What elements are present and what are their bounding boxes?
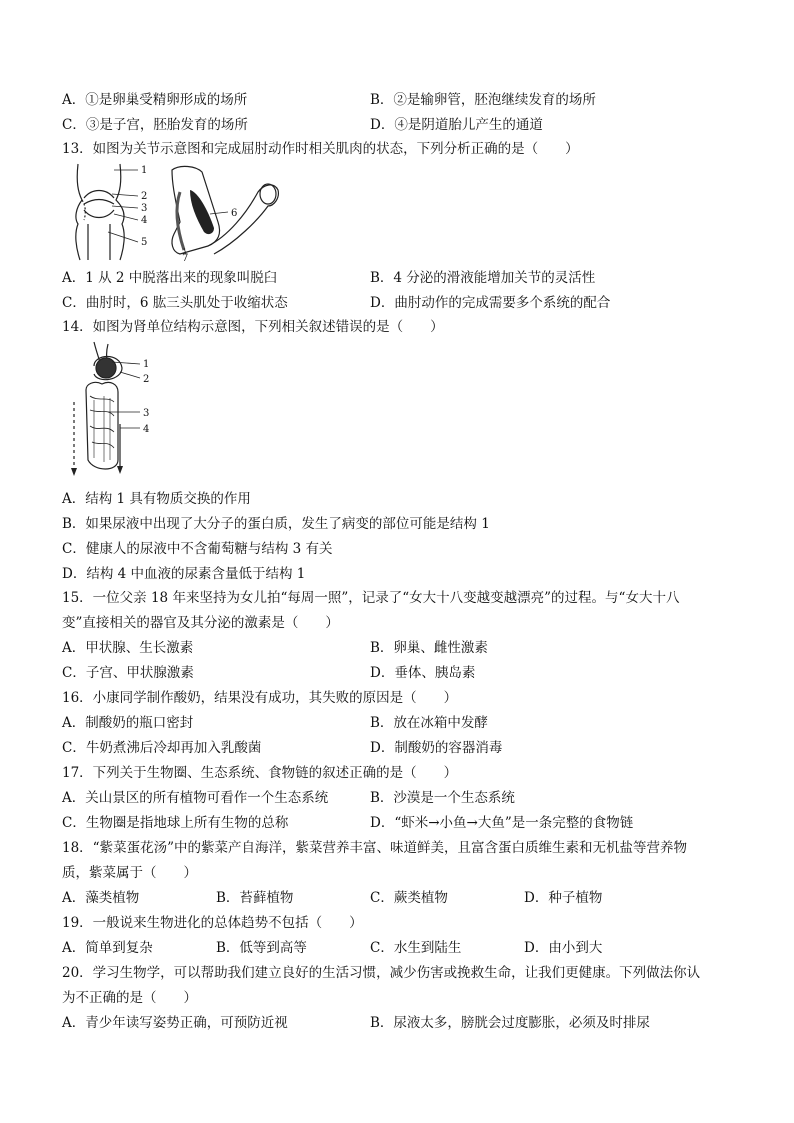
q13-label-7: 7 (182, 253, 189, 262)
q15-stem-line2: 变”直接相关的器官及其分泌的激素是（ ） (62, 615, 339, 631)
q14-option-a: A．结构 1 具有物质交换的作用 (62, 491, 251, 507)
nephron-diagram (64, 340, 164, 482)
q20-option-a: A．青少年读写姿势正确，可预防近视 (62, 1015, 288, 1031)
q14-label-4: 4 (143, 424, 150, 435)
q18-option-a: A．藻类植物 (62, 890, 140, 906)
q13-label-4: 4 (141, 215, 148, 226)
q19-option-a: A．简单到复杂 (62, 940, 153, 956)
q17-option-d: D．“虾米→小鱼→大鱼”是一条完整的食物链 (370, 815, 634, 831)
q18-option-c: C．蕨类植物 (370, 890, 448, 906)
q13-label-3: 3 (141, 203, 148, 214)
q13-option-d: D．曲肘动作的完成需要多个系统的配合 (370, 295, 611, 311)
q19-option-c: C．水生到陆生 (370, 940, 462, 956)
q12-option-c: C．③是子宫，胚胎发育的场所 (62, 117, 248, 133)
q16-option-a: A．制酸奶的瓶口密封 (62, 715, 194, 731)
q16-option-b: B．放在冰箱中发酵 (370, 715, 488, 731)
q18-option-b: B．苔藓植物 (216, 890, 294, 906)
q13-stem: 13．如图为关节示意图和完成屈肘动作时相关肌肉的状态，下列分析正确的是（ ） (62, 141, 579, 157)
q14-label-3: 3 (143, 408, 150, 419)
q14-option-d: D．结构 4 中血液的尿素含量低于结构 1 (62, 566, 306, 582)
q13-figure-joint-arm (68, 162, 298, 262)
q14-label-2: 2 (143, 374, 150, 385)
q17-option-c: C．生物圈是指地球上所有生物的总称 (62, 815, 289, 831)
q13-label-1: 1 (141, 165, 148, 176)
q13-label-5: 5 (141, 237, 148, 248)
q12-option-a: A．①是卵巢受精卵形成的场所 (62, 92, 248, 108)
q13-label-6: 6 (231, 208, 238, 219)
q13-option-c: C．曲肘时，6 肱三头肌处于收缩状态 (62, 295, 288, 311)
q18-option-d: D．种子植物 (524, 890, 603, 906)
q14-stem: 14．如图为肾单位结构示意图，下列相关叙述错误的是（ ） (62, 319, 444, 335)
q15-option-c: C．子宫、甲状腺激素 (62, 665, 194, 681)
joint-and-arm-diagram (68, 162, 298, 262)
q18-stem-line2: 质，紫菜属于（ ） (62, 865, 197, 881)
q18-stem-line1: 18．“紫菜蛋花汤”中的紫菜产自海洋，紫菜营养丰富、味道鲜美，且富含蛋白质维生素和无机盐等营养物 (62, 840, 687, 856)
q16-option-c: C．牛奶煮沸后冷却再加入乳酸菌 (62, 740, 262, 756)
q16-stem: 16．小康同学制作酸奶，结果没有成功，其失败的原因是（ ） (62, 690, 458, 706)
q19-stem: 19．一般说来生物进化的总体趋势不包括（ ） (62, 915, 363, 931)
q13-option-a: A．1 从 2 中脱落出来的现象叫脱臼 (62, 270, 278, 286)
q17-stem: 17．下列关于生物圈、生态系统、食物链的叙述正确的是（ ） (62, 765, 458, 781)
q14-option-b: B．如果尿液中出现了大分子的蛋白质，发生了病变的部位可能是结构 1 (62, 516, 490, 532)
q12-option-d: D．④是阴道胎儿产生的通道 (370, 117, 543, 133)
q17-option-a: A．关山景区的所有植物可看作一个生态系统 (62, 790, 329, 806)
q15-option-d: D．垂体、胰岛素 (370, 665, 476, 681)
q15-option-b: B．卵巢、雌性激素 (370, 640, 488, 656)
q20-stem-line1: 20．学习生物学，可以帮助我们建立良好的生活习惯，减少伤害或挽救生命，让我们更健康。下列做法你认 (62, 965, 701, 981)
q13-label-2: 2 (141, 191, 148, 202)
q20-option-b: B．尿液太多，膀胱会过度膨胀，必须及时排尿 (370, 1015, 650, 1031)
q15-stem-line1: 15．一位父亲 18 年来坚持为女儿拍“每周一照”，记录了“女大十八变越变越漂亮”的过程。与“女大十八 (62, 590, 680, 606)
q19-option-d: D．由小到大 (524, 940, 603, 956)
q14-figure-nephron (64, 340, 164, 482)
q17-option-b: B．沙漠是一个生态系统 (370, 790, 515, 806)
q15-option-a: A．甲状腺、生长激素 (62, 640, 194, 656)
q20-stem-line2: 为不正确的是（ ） (62, 990, 197, 1006)
q19-option-b: B．低等到高等 (216, 940, 307, 956)
q13-option-b: B．4 分泌的滑液能增加关节的灵活性 (370, 270, 596, 286)
q12-option-b: B．②是输卵管，胚泡继续发育的场所 (370, 92, 596, 108)
q14-label-1: 1 (143, 359, 150, 370)
q14-option-c: C．健康人的尿液中不含葡萄糖与结构 3 有关 (62, 541, 333, 557)
q16-option-d: D．制酸奶的容器消毒 (370, 740, 503, 756)
